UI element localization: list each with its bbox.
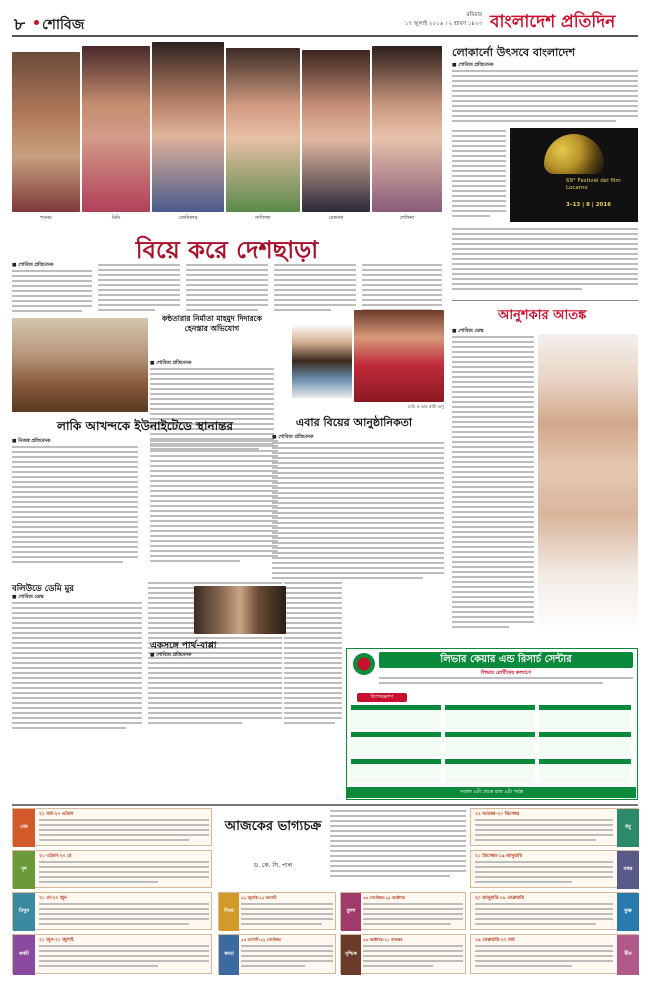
- sign-range: ২২ জুলাই-২২ আগস্ট: [241, 895, 277, 900]
- liver-subtitle: লিভার রোগীদের কল্যাণে: [480, 670, 532, 676]
- partha-headline: একসঙ্গে পার্থ-বাপ্পা: [150, 641, 217, 651]
- poster-dates: 3–13 | 8 | 2016: [566, 202, 612, 208]
- doctor-card-2: [445, 705, 535, 729]
- photo-caption-1: শবনম: [40, 215, 52, 221]
- photo-partha-bappa: [194, 586, 286, 634]
- sign-box-sagittarius: [470, 808, 638, 846]
- photo-lucky: [12, 318, 148, 412]
- doctor-card-7: [351, 759, 441, 783]
- photo-shefina: [372, 46, 442, 212]
- sign-text: [363, 945, 463, 973]
- sign-badge: মকর: [617, 851, 639, 889]
- sign-range: ২১ ডিসেম্বর-১৯ জানুয়ারি: [475, 854, 522, 859]
- wedding-headline: এবার বিয়ের আনুষ্ঠানিকতা: [295, 416, 413, 429]
- anushka-byline: ■ শোবিজ ডেস্ক: [452, 329, 484, 334]
- main-col-3: [186, 264, 268, 314]
- issue-day: রবিবার: [466, 12, 482, 18]
- didar-headline: কন্ঠতারার নির্মাতা মাহমুদ দিদারকে হেনস্তার অভিযোগ: [162, 314, 262, 333]
- locarno-story: [452, 44, 638, 296]
- sign-box-scorpio: [340, 934, 466, 974]
- poster-title: 69° Festival del film Locarno: [566, 178, 621, 191]
- leopard-icon: [544, 134, 604, 174]
- lucky-headline: লাকি আখন্দকে ইউনাইটেডে স্থানান্তর: [57, 419, 233, 433]
- doctor-card-1: [351, 705, 441, 729]
- liver-title: লিভার কেয়ার এন্ড রিসার্চ সেন্টার: [440, 654, 572, 665]
- sign-range: ২১ মার্চ-২০ এপ্রিল: [39, 812, 74, 817]
- photo-caption-4: নাফিজা: [255, 215, 271, 221]
- doctor-card-8: [445, 759, 535, 783]
- photo-bride: [354, 310, 444, 402]
- sign-badge: বৃশ্চিক: [341, 935, 361, 975]
- anushka-story: [452, 306, 638, 642]
- sign-box-cancer: [12, 934, 212, 974]
- sign-badge: কন্যা: [219, 935, 239, 975]
- demi-text: [12, 602, 142, 730]
- sign-box-aries: [12, 808, 212, 846]
- paper-name: বাংলাদেশ প্রতিদিন: [490, 12, 616, 32]
- sign-text: [475, 945, 613, 973]
- sign-box-leo: [218, 892, 336, 930]
- lucky-col-2: [150, 440, 278, 568]
- masthead: [12, 8, 638, 36]
- sign-text: [363, 903, 463, 929]
- demi-story: [12, 580, 142, 730]
- liver-intro: [379, 677, 633, 691]
- photo-caption-5: রোমানা: [328, 215, 344, 221]
- masthead-rule: [12, 35, 638, 37]
- doctor-grid: [351, 705, 633, 785]
- locarno-poster: [510, 128, 638, 222]
- wedding-byline: ■ শোবিজ প্রতিবেদক: [272, 435, 314, 440]
- sign-box-gemini: [12, 892, 212, 930]
- liver-footer: [347, 787, 636, 798]
- lucky-col-1: [12, 446, 138, 568]
- main-story-body: [12, 262, 442, 312]
- horoscope-section: [12, 808, 638, 978]
- issue-date: ১৭ জুলাই ২০১৬ । ২ শ্রাবণ ১৪২৩: [404, 21, 482, 27]
- divider-right-1: [452, 300, 638, 301]
- sign-box-aquarius: [470, 892, 638, 930]
- section-dot: [34, 20, 39, 25]
- sign-box-pisces: [470, 934, 638, 974]
- section-title: শোবিজ: [42, 17, 85, 33]
- wedding-caption: মাহি ও তার স্বামী অপু: [408, 404, 444, 409]
- photo-nafiza: [226, 48, 300, 212]
- liver-service-label: বিশেষজ্ঞগণ: [357, 693, 407, 702]
- wedding-text: [272, 442, 444, 582]
- main-col-1: [12, 270, 92, 314]
- sign-badge: কর্কট: [13, 935, 35, 975]
- sign-range: ২১ মে-২০ জুন: [39, 896, 67, 901]
- main-col-2: [98, 264, 180, 314]
- photo-caption-6: শেফিনা: [399, 215, 415, 221]
- sign-text: [241, 945, 333, 973]
- lucky-byline: ■ নিজস্ব প্রতিবেদক: [12, 439, 51, 444]
- sign-badge: ধনু: [617, 809, 639, 847]
- sign-text: [39, 819, 209, 845]
- horoscope-title: আজকের ভাগ্যচক্র: [224, 819, 322, 834]
- anushka-text: [452, 336, 534, 636]
- horoscope-intro: [330, 810, 466, 886]
- mid-right-text: [284, 582, 342, 732]
- sign-range: ১৯ ফেব্রুয়ারি-২০ মার্চ: [475, 938, 515, 943]
- demi-headline: বলিউডে ডেমি মুর: [12, 584, 74, 594]
- sign-range: ২৩ সেপ্টেম্বর-২২ অক্টোবর: [363, 895, 405, 900]
- sign-box-libra: [340, 892, 466, 930]
- sign-range: ২০ জানুয়ারি-১৮ ফেব্রুয়ারি: [475, 896, 525, 901]
- main-headline: বিয়ে করে দেশছাড়া: [135, 235, 319, 264]
- photo-romana: [302, 50, 370, 212]
- sign-text: [475, 819, 613, 845]
- doctor-card-9: [539, 759, 631, 783]
- sign-box-virgo: [218, 934, 336, 974]
- lucky-story: [12, 314, 278, 574]
- locarno-text-left: [452, 130, 506, 222]
- sign-badge: মীন: [617, 935, 639, 975]
- sign-range: ২১ জুন-২১ জুলাই: [39, 938, 74, 943]
- sign-badge: বৃষ: [13, 851, 35, 889]
- doctor-card-5: [445, 732, 535, 756]
- partha-byline: ■ শোবিজ প্রতিবেদক: [150, 653, 192, 658]
- sign-badge: মেষ: [13, 809, 35, 847]
- page-number: ৮: [14, 15, 26, 35]
- didar-byline: ■ শোবিজ প্রতিবেদক: [150, 361, 192, 366]
- photo-mimi: [82, 46, 150, 212]
- sign-text: [39, 903, 209, 929]
- liver-ad: [346, 648, 638, 800]
- photo-groom: [292, 324, 352, 398]
- sign-box-capricorn: [470, 850, 638, 888]
- sign-text: [241, 903, 333, 929]
- locarno-text-top: [452, 70, 638, 130]
- liver-logo: [353, 653, 375, 675]
- main-col-5: [362, 264, 442, 314]
- paper-logo: [490, 9, 615, 37]
- doctor-card-6: [539, 732, 631, 756]
- photo-jennifer: [152, 42, 224, 212]
- sign-text: [39, 861, 209, 887]
- photo-shabnam: [12, 52, 80, 212]
- photo-caption-3: জেনিফার: [178, 215, 198, 221]
- sign-badge: তুলা: [341, 893, 361, 931]
- sign-range: ২১ এপ্রিল-২০ মে: [39, 854, 72, 859]
- sign-text: [475, 903, 613, 929]
- sign-badge: সিংহ: [219, 893, 239, 931]
- sign-range: ২২ নভেম্বর-২০ ডিসেম্বর: [475, 812, 520, 817]
- liver-title-bar: [379, 652, 633, 668]
- sign-range: ২৩ আগস্ট-২২ সেপ্টেম্বর: [241, 937, 281, 942]
- photo-anushka: [538, 334, 638, 634]
- locarno-byline: ■ শোবিজ প্রতিবেদক: [452, 63, 494, 68]
- sign-badge: মিথুন: [13, 893, 35, 931]
- demi-byline: ■ শোবিজ ডেস্ক: [12, 595, 44, 600]
- horoscope-title-box: [218, 812, 328, 882]
- sign-badge: কুম্ভ: [617, 893, 639, 931]
- horoscope-author: ড. কে. সি. পাল: [253, 862, 293, 869]
- liver-footer-text: সকাল ৯টা থেকে রাত ৯টা পর্যন্ত: [459, 789, 524, 795]
- locarno-text-bottom: [452, 228, 638, 296]
- photo-caption-2: মিমি: [111, 215, 121, 221]
- doctor-card-4: [351, 732, 441, 756]
- locarno-headline: লোকার্নো উৎসবে বাংলাদেশ: [452, 46, 575, 59]
- sign-box-taurus: [12, 850, 212, 888]
- top-photo-strip: [12, 42, 442, 224]
- sign-text: [475, 861, 613, 887]
- divider-horoscope: [12, 804, 638, 806]
- anushka-headline: আনুশকার আতঙ্ক: [498, 308, 587, 323]
- sign-text: [39, 945, 209, 973]
- main-col-4: [274, 264, 356, 314]
- main-byline: ■ শোবিজ প্রতিবেদক: [12, 263, 54, 268]
- sign-range: ২৩ অক্টোবর-২১ নভেম্বর: [363, 937, 403, 942]
- wedding-story: [272, 310, 444, 582]
- doctor-card-3: [539, 705, 631, 729]
